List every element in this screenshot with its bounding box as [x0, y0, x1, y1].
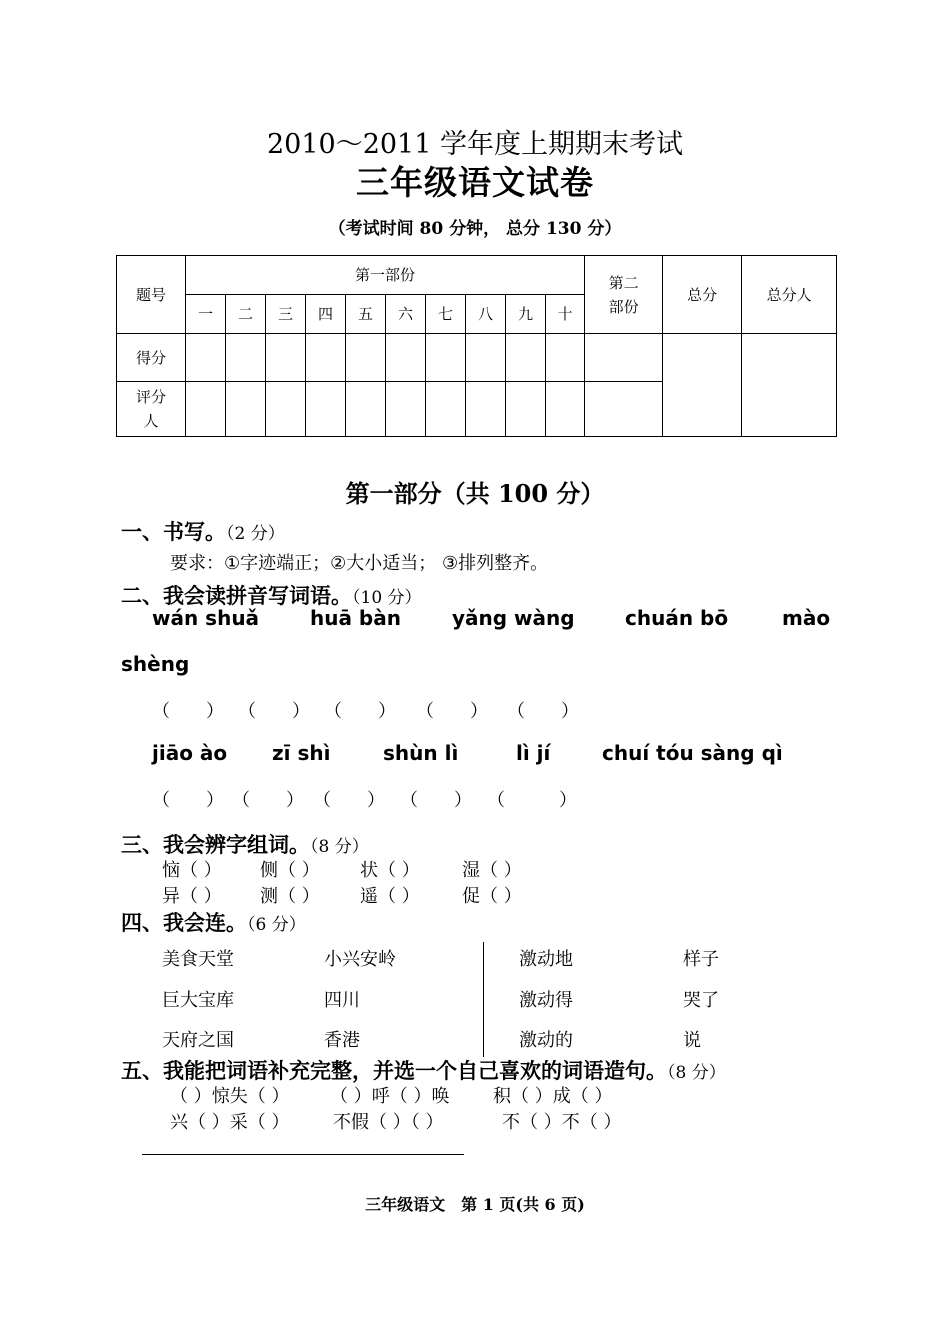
header-tihao: 题号	[117, 256, 186, 334]
pinyin-item: huā bàn	[310, 606, 401, 630]
question-number: 一	[186, 295, 226, 334]
grader-cell	[346, 382, 386, 437]
match-item[interactable]: 美食天堂	[162, 949, 234, 970]
match-item[interactable]: 哭了	[683, 990, 719, 1011]
total-person-cell	[742, 334, 837, 437]
answer-blank[interactable]: （ ）	[238, 701, 310, 722]
grader-cell	[426, 382, 466, 437]
match-item[interactable]: 天府之国	[162, 1030, 234, 1051]
q1-requirement: 要求：①字迹端正；②大小适当； ③排列整齐。	[170, 553, 549, 574]
q4-title-text: 四、我会连。	[121, 911, 247, 935]
header-part1: 第一部份	[186, 256, 585, 295]
answer-blank[interactable]: （ ）	[416, 701, 488, 722]
grader-cell	[585, 382, 663, 437]
score-cell	[466, 334, 506, 382]
grader-cell	[386, 382, 426, 437]
question-number: 三	[266, 295, 306, 334]
answer-blank[interactable]: （ ）	[232, 790, 304, 811]
score-cell	[346, 334, 386, 382]
question-number: 四	[306, 295, 346, 334]
question-number: 九	[506, 295, 546, 334]
question-number: 八	[466, 295, 506, 334]
q3-title	[121, 829, 369, 859]
score-cell	[226, 334, 266, 382]
pinyin-item-wrap: shèng	[121, 652, 190, 676]
idiom-item: 不假（ ）（ ）	[333, 1112, 444, 1133]
answer-blank[interactable]: （ ）	[324, 701, 396, 722]
grader-cell	[306, 382, 346, 437]
match-item[interactable]: 四川	[324, 990, 360, 1011]
answer-blank[interactable]: （ ）	[400, 790, 472, 811]
q1-title	[121, 516, 285, 546]
grader-cell	[466, 382, 506, 437]
match-item[interactable]: 激动得	[519, 990, 573, 1011]
q4-points: （6 分）	[247, 915, 306, 935]
match-item[interactable]: 香港	[324, 1030, 360, 1051]
score-cell	[426, 334, 466, 382]
grader-cell	[186, 382, 226, 437]
part1-heading: 第一部分（共 100 分）	[345, 479, 605, 508]
idiom-item: 兴（ ）采（ ）	[170, 1112, 290, 1133]
idiom-item: 积（ ）成（ ）	[493, 1086, 613, 1107]
word-item: 测（ ）	[260, 886, 320, 907]
match-item[interactable]: 巨大宝库	[162, 990, 234, 1011]
question-number: 十	[546, 295, 585, 334]
q5-title	[121, 1055, 726, 1085]
divider-line	[483, 942, 484, 1057]
pinyin-item: shùn lì	[383, 741, 459, 765]
row-label-score: 得分	[117, 334, 186, 382]
total-cell	[663, 334, 742, 437]
word-item: 状（ ）	[360, 860, 420, 881]
score-cell	[585, 334, 663, 382]
header-total: 总分	[663, 256, 742, 334]
grader-cell	[226, 382, 266, 437]
grader-cell	[506, 382, 546, 437]
match-item[interactable]: 激动地	[519, 949, 573, 970]
q1-title-text: 一、书写。	[121, 520, 226, 544]
match-item[interactable]: 样子	[683, 949, 719, 970]
q5-points: （8 分）	[667, 1063, 726, 1083]
answer-line[interactable]	[142, 1154, 464, 1155]
answer-blank[interactable]: （ ）	[487, 790, 583, 811]
score-cell	[266, 334, 306, 382]
pinyin-item: zī shì	[272, 741, 331, 765]
pinyin-item: chuán bō	[625, 606, 729, 630]
q2-title-text: 二、我会读拼音写词语。	[121, 584, 352, 608]
question-number: 五	[346, 295, 386, 334]
question-number: 六	[386, 295, 426, 334]
score-cell	[186, 334, 226, 382]
q1-points: （2 分）	[226, 524, 285, 544]
header-total-person: 总分人	[742, 256, 837, 334]
exam-subtitle: （考试时间 80 分钟， 总分 130 分）	[328, 219, 622, 239]
match-item[interactable]: 小兴安岭	[324, 949, 396, 970]
grader-cell	[546, 382, 585, 437]
question-number: 七	[426, 295, 466, 334]
row-label-grader: 评分人	[117, 382, 186, 437]
grader-cell	[266, 382, 306, 437]
q5-title-text: 五、我能把词语补充完整，并选一个自己喜欢的词语造句。	[121, 1059, 667, 1083]
match-item[interactable]: 说	[683, 1030, 701, 1051]
word-item: 恼（ ）	[162, 860, 222, 881]
score-table	[116, 255, 837, 437]
page-footer: 三年级语文 第 1 页(共 6 页)	[365, 1195, 585, 1214]
answer-blank[interactable]: （ ）	[152, 701, 224, 722]
idiom-item: 不（ ）不（ ）	[502, 1112, 622, 1133]
pinyin-item: chuí tóu sàng qì	[602, 741, 783, 765]
question-number: 二	[226, 295, 266, 334]
word-item: 湿（ ）	[462, 860, 522, 881]
idiom-item: （ ）呼（ ）唤	[330, 1086, 450, 1107]
exam-title: 三年级语文试卷	[356, 163, 594, 202]
pinyin-item: yǎng wàng	[452, 606, 575, 630]
pinyin-item: lì jí	[516, 741, 551, 765]
word-item: 促（ ）	[462, 886, 522, 907]
pinyin-item: jiāo ào	[152, 741, 228, 765]
pinyin-item: mào	[782, 606, 831, 630]
q4-title	[121, 907, 306, 937]
answer-blank[interactable]: （ ）	[152, 790, 224, 811]
q3-title-text: 三、我会辨字组词。	[121, 833, 310, 857]
q3-points: （8 分）	[310, 837, 369, 857]
q2-points: （10 分）	[352, 588, 422, 608]
exam-title-line1: 2010～2011 学年度上期期末考试	[266, 129, 683, 160]
idiom-item: （ ）惊失（ ）	[170, 1086, 290, 1107]
word-item: 遥（ ）	[360, 886, 420, 907]
word-item: 侧（ ）	[260, 860, 320, 881]
answer-blank[interactable]: （ ）	[313, 790, 385, 811]
word-item: 异（ ）	[162, 886, 222, 907]
answer-blank[interactable]: （ ）	[507, 701, 579, 722]
header-part2: 第二部份	[585, 256, 663, 334]
score-cell	[546, 334, 585, 382]
pinyin-item: wán shuǎ	[152, 606, 260, 630]
score-cell	[386, 334, 426, 382]
score-cell	[506, 334, 546, 382]
score-cell	[306, 334, 346, 382]
match-item[interactable]: 激动的	[519, 1030, 573, 1051]
